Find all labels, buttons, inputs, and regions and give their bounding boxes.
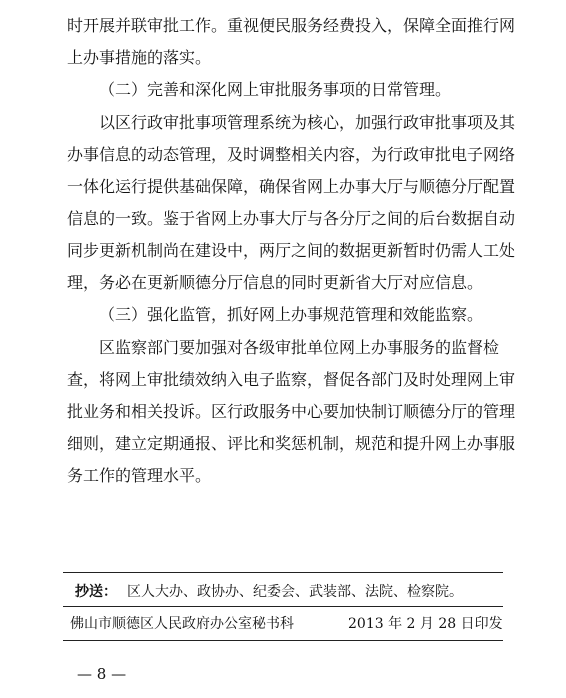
footer-middle-rule <box>63 606 503 607</box>
paragraph-5-line-2: 查，将网上审批绩效纳入电子监察，督促各部门及时处理网上审 <box>67 370 516 389</box>
paragraph-5-line-5: 务工作的管理水平。 <box>67 466 212 485</box>
paragraph-5-line-1: 区监察部门要加强对各级审批单位网上办事服务的监督检 <box>99 338 500 357</box>
paragraph-3-line-3: 一体化运行提供基础保障，确保省网上办事大厅与顺德分厅配置 <box>67 177 516 196</box>
section-heading-2: （二）完善和深化网上审批服务事项的日常管理。 <box>99 80 452 99</box>
cc-recipients: 区人大办、政协办、纪委会、武装部、法院、检察院。 <box>127 584 463 600</box>
paragraph-3-line-2: 办事信息的动态管理，及时调整相关内容，为行政审批电子网络 <box>67 145 516 164</box>
paragraph-5-line-4: 细则，建立定期通报、评比和奖惩机制，规范和提升网上办事服 <box>67 434 516 453</box>
paragraph-1-line-2: 上办事措施的落实。 <box>67 48 212 67</box>
footer-bottom-rule <box>63 640 503 641</box>
cc-line <box>75 582 463 602</box>
paragraph-1-line-1: 时开展并联审批工作。重视便民服务经费投入，保障全面推行网 <box>67 16 516 35</box>
paragraph-5-line-3: 批业务和相关投诉。区行政服务中心要加快制订顺德分厅的管理 <box>67 402 516 421</box>
cc-label: 抄送： <box>75 584 117 600</box>
footer-top-rule <box>63 572 503 573</box>
issuer: 佛山市顺德区人民政府办公室秘书科 <box>70 616 294 632</box>
paragraph-3-line-6: 理，务必在更新顺德分厅信息的同时更新省大厅对应信息。 <box>67 273 484 292</box>
paragraph-3-line-1: 以区行政审批事项管理系统为核心，加强行政审批事项及其 <box>99 113 516 132</box>
section-heading-3: （三）强化监管，抓好网上办事规范管理和效能监察。 <box>99 305 484 324</box>
paragraph-3-line-5: 同步更新机制尚在建设中，两厅之间的数据更新暂时仍需人工处 <box>67 241 516 260</box>
paragraph-3-line-4: 信息的一致。鉴于省网上办事大厅与各分厅之间的后台数据自动 <box>67 209 516 228</box>
page-number: — 8 — <box>77 665 127 683</box>
issue-date: 2013 年 2 月 28 日印发 <box>348 616 503 632</box>
